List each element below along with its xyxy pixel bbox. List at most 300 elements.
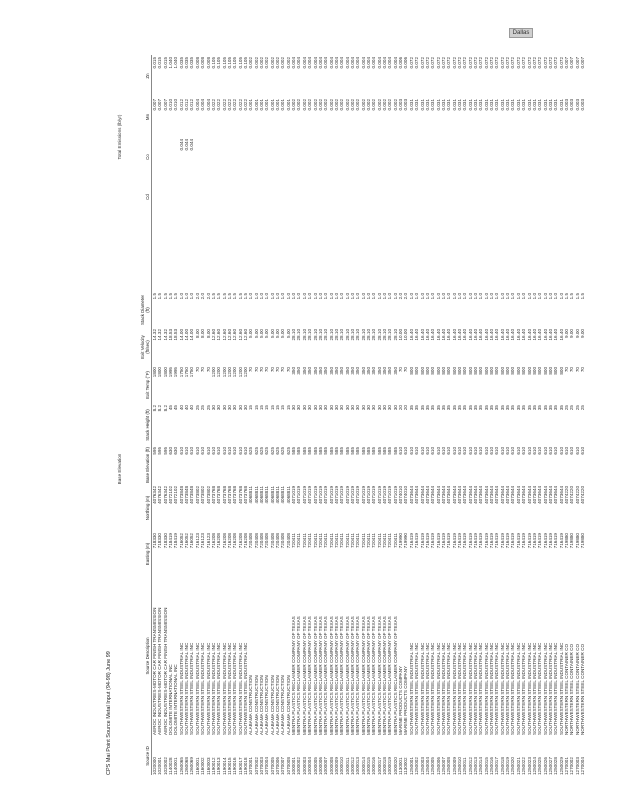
cell-exit-temp: 1200 [237, 367, 243, 378]
cell-stack-diameter: 1.0 [355, 293, 361, 300]
cell-source-id: 1070002 [253, 757, 259, 775]
cell-base-elevation: 585 [360, 447, 366, 455]
cell-source-id: 1250004 [424, 757, 430, 775]
cell-stack-diameter: 1.0 [264, 293, 270, 300]
cell-mn: 0.002 [296, 99, 302, 111]
cell-easting: 716419 [440, 533, 446, 549]
cell-source-id: 1250017 [494, 757, 500, 775]
cell-stack-height: 15 [285, 405, 291, 411]
cell-zn: 0.072 [553, 57, 559, 69]
cell-northing: 4073644 [553, 486, 559, 504]
cell-mn: 0.031 [451, 99, 457, 111]
cell-stack-height: 35 [494, 405, 500, 411]
cell-zn: 0.072 [462, 57, 468, 69]
cell-mn: 0.031 [414, 99, 420, 111]
cell-base-elevation: 585 [349, 447, 355, 455]
cell-source-id: 1020001 [157, 757, 163, 775]
cell-easting: 720408 [253, 533, 259, 549]
cell-exit-temp: 1750 [189, 367, 195, 378]
cell-exit-temp: 1995 [173, 367, 179, 378]
cell-exit-velocity: 16.40 [430, 329, 436, 341]
cell-source-description: SOUTHWESTERN STEEL INDUSTRIAL INC [205, 642, 211, 735]
cell-source-description: SOUTHWESTERN STEEL INDUSTRIAL INC [510, 642, 516, 735]
cell-zn: 0.072 [446, 57, 452, 69]
cell-stack-height: 35 [414, 405, 420, 411]
cell-zn: 0.004 [291, 57, 297, 69]
cell-base-elevation: 610 [194, 447, 200, 455]
cell-zn: 0.072 [419, 57, 425, 69]
cell-source-description: ALABAMA CONSTRUCTION [264, 675, 270, 735]
cell-stack-height: 35 [547, 405, 553, 411]
cell-source-description: SOUTHWESTERN STEEL INDUSTRIAL INC [494, 642, 500, 735]
cell-mn: 0.003 [574, 99, 580, 111]
cell-stack-diameter: 2.0 [403, 293, 409, 300]
cell-base-elevation: 585 [312, 447, 318, 455]
cell-stack-height: 15 [248, 405, 254, 411]
cell-stack-diameter: 1.5 [168, 293, 174, 300]
cell-exit-temp: 800 [440, 367, 446, 375]
cell-stack-height: 8.2 [162, 405, 168, 412]
cell-exit-temp: 800 [456, 367, 462, 375]
cell-northing: 4073644 [478, 486, 484, 504]
cell-easting: 720411 [317, 533, 323, 548]
cell-easting: 720408 [248, 533, 254, 549]
cell-northing: 4073644 [430, 486, 436, 504]
cell-northing: 4071019 [317, 486, 323, 504]
cell-zn: 0.008 [205, 57, 211, 69]
cell-exit-velocity: 16.40 [456, 329, 462, 341]
cell-mn: 0.001 [275, 99, 281, 111]
cell-zn: 0.072 [483, 57, 489, 69]
cell-easting: 716419 [424, 533, 430, 549]
cell-source-id: 1250009 [451, 757, 457, 775]
cell-northing: 4068811 [280, 486, 286, 504]
cell-exit-temp: 350 [360, 367, 366, 375]
cell-mn: 0.031 [547, 99, 553, 111]
cell-stack-diameter: 2.0 [194, 293, 200, 300]
cell-northing: 4071019 [355, 486, 361, 504]
cell-source-description: MENTRA PLASTICS RECLAIMER COMPANY OF TEXAS [376, 616, 382, 735]
cell-exit-velocity: 16.40 [553, 329, 559, 341]
cell-mn: 0.002 [323, 99, 329, 111]
cell-exit-velocity: 28.10 [291, 329, 297, 341]
cell-base-elevation: 610 [531, 447, 537, 455]
cell-base-elevation: 625 [275, 447, 281, 455]
cell-source-id: 1000005 [312, 757, 318, 775]
cell-easting: 716208 [210, 533, 216, 549]
cell-northing: 4072102 [173, 486, 179, 504]
cell-easting: 720411 [376, 533, 382, 548]
cell-base-elevation: 610 [574, 447, 580, 455]
cell-stack-diameter: 1.0 [275, 293, 281, 300]
cell-mn: 0.002 [366, 99, 371, 111]
cell-northing: 4073644 [499, 486, 505, 504]
cell-stack-height: 30 [312, 405, 318, 411]
cell-mn: 0.031 [505, 99, 511, 111]
cell-easting: 718330 [152, 533, 157, 549]
cell-exit-velocity: 12.60 [237, 329, 243, 341]
cell-exit-velocity: 16.40 [414, 329, 420, 341]
cell-easting: 720411 [344, 533, 350, 548]
cell-base-elevation: 610 [542, 447, 548, 455]
cell-easting: 716419 [531, 533, 537, 549]
cell-source-description: MENTRA PLASTICS RECLAIMER COMPANY OF TEXAS [317, 616, 323, 735]
cell-stack-diameter: 1.0 [285, 293, 291, 300]
cell-source-id: 1070004 [264, 757, 270, 775]
cell-source-description: SOUTHWESTERN STEEL INDUSTRIAL INC [194, 642, 200, 735]
cell-base-elevation: 595 [152, 447, 157, 455]
cell-exit-velocity: 16.40 [467, 329, 473, 341]
cell-exit-temp: 800 [553, 367, 559, 375]
cell-mn: 0.003 [569, 99, 575, 111]
cell-zn: 0.072 [435, 57, 441, 69]
cell-zn: 0.004 [376, 57, 382, 69]
cell-base-elevation: 585 [317, 447, 323, 455]
cell-easting: 720408 [264, 533, 270, 549]
cell-base-elevation: 610 [451, 447, 457, 455]
cell-exit-temp: 800 [451, 367, 457, 375]
cell-exit-temp: 350 [382, 367, 388, 375]
cell-stack-height: 25 [563, 405, 569, 411]
column-header-source-description: Source Description [145, 637, 150, 675]
cell-source-description: SOUTHWESTERN STEEL INDUSTRIAL INC [419, 642, 425, 735]
cell-source-description: SOUTHWESTERN STEEL INDUSTRIAL INC [200, 642, 206, 735]
cell-easting: 716419 [515, 533, 521, 549]
cell-exit-velocity: 16.40 [521, 329, 527, 341]
cell-easting: 719880 [569, 533, 575, 549]
cell-stack-height: 15 [280, 405, 286, 411]
cell-mn: 0.022 [226, 99, 232, 111]
cell-stack-height: 30 [387, 405, 393, 411]
cell-exit-temp: 350 [291, 367, 297, 375]
cell-base-elevation: 610 [499, 447, 505, 455]
cell-mn: 0.004 [205, 99, 211, 111]
cell-exit-velocity: 16.40 [489, 329, 495, 341]
cell-stack-height: 25 [200, 405, 206, 411]
cell-source-description: SOUTHWESTERN STEEL INDUSTRIAL INC [547, 642, 553, 735]
cell-exit-temp: 1200 [216, 367, 222, 378]
cell-source-id: 1190016 [232, 757, 238, 775]
cell-source-id: 1000015 [366, 757, 371, 775]
cell-stack-height: 20 [403, 405, 409, 411]
cell-easting: 716419 [467, 533, 473, 549]
cell-stack-diameter: 1.0 [291, 293, 297, 300]
cell-mn: 0.007 [162, 99, 168, 111]
cell-stack-height: 35 [456, 405, 462, 411]
cell-stack-diameter: 1.0 [323, 293, 329, 300]
cell-zn: 0.072 [424, 57, 430, 69]
cell-easting: 716419 [547, 533, 553, 549]
cell-stack-height: 30 [333, 405, 339, 411]
cell-source-id: 1260068 [184, 757, 190, 775]
stamp-badge: Dallas [509, 28, 533, 38]
cell-northing: 4073802 [194, 486, 200, 504]
cell-easting: 720411 [301, 533, 307, 548]
cell-zn: 0.072 [521, 57, 527, 69]
cell-source-id: 1000010 [339, 757, 345, 775]
cell-stack-diameter: 1.0 [537, 293, 543, 300]
cell-easting: 720411 [339, 533, 345, 548]
cell-mn: 0.002 [387, 99, 393, 111]
cell-mn: 0.031 [542, 99, 548, 111]
cell-stack-height: 8.2 [152, 405, 157, 412]
cell-source-id: 1250016 [489, 757, 495, 775]
cell-zn: 0.105 [210, 57, 216, 69]
cell-exit-temp: 350 [366, 367, 371, 375]
cell-mn: 0.031 [494, 99, 500, 111]
cell-exit-velocity: 28.10 [349, 329, 355, 341]
table-row [580, 55, 585, 775]
cell-base-elevation: 585 [301, 447, 307, 455]
cell-source-description: SOUTHWESTERN STEEL INDUSTRIAL INC [424, 642, 430, 735]
cell-stack-diameter: 1.0 [184, 293, 190, 300]
cell-mn: 0.012 [184, 99, 190, 111]
cell-stack-diameter: 1.0 [178, 293, 184, 300]
cell-exit-velocity: 8.00 [205, 329, 211, 338]
cell-exit-velocity: 12.60 [221, 329, 227, 341]
cell-source-description: SOUTHWESTERN STEEL INDUSTRIAL INC [467, 642, 473, 735]
cell-exit-temp: 800 [462, 367, 468, 375]
cell-exit-velocity: 9.00 [569, 329, 575, 338]
cell-zn: 0.004 [323, 57, 329, 69]
cell-northing: 4071019 [301, 486, 307, 504]
cell-source-description: SOUTHWESTERN STEEL INDUSTRIAL INC [499, 642, 505, 735]
cell-stack-height: 35 [424, 405, 430, 411]
cell-exit-temp: 800 [542, 367, 548, 375]
cell-source-id: 1020000 [152, 757, 157, 775]
cell-stack-diameter: 1.0 [344, 293, 350, 300]
cell-stack-diameter: 1.0 [328, 293, 334, 300]
cell-exit-velocity: 14.00 [189, 329, 195, 341]
cell-zn: 0.002 [259, 57, 264, 69]
cell-northing: 4071019 [344, 486, 350, 504]
cell-exit-velocity: 16.40 [451, 329, 457, 341]
cell-stack-diameter: 1.0 [371, 293, 377, 300]
cell-stack-height: 30 [382, 405, 388, 411]
cell-stack-diameter: 1.0 [473, 293, 478, 300]
cell-source-description: SOUTHWESTERN STEEL INDUSTRIAL INC [440, 642, 446, 735]
cell-source-description: ALABAMA CONSTRUCTION [285, 675, 291, 735]
cell-base-elevation: 610 [563, 447, 569, 455]
cell-exit-temp: 70 [259, 367, 264, 373]
cell-source-description: MENTRA PLASTICS RECLAIMER COMPANY OF TEXAS [323, 616, 329, 735]
cell-exit-velocity: 14.32 [157, 329, 163, 341]
cell-exit-temp: 800 [446, 367, 452, 375]
cell-base-elevation: 610 [189, 447, 195, 455]
cell-northing: 4073644 [521, 486, 527, 504]
cell-stack-height: 35 [489, 405, 495, 411]
cell-zn: 0.004 [312, 57, 318, 69]
cell-northing: 4073768 [210, 486, 216, 504]
cell-easting: 719880 [563, 533, 569, 549]
cell-exit-velocity: 8.00 [200, 329, 206, 338]
cell-zn: 0.072 [489, 57, 495, 69]
cell-stack-height: 25 [580, 405, 585, 411]
cell-stack-height: 30 [296, 405, 302, 411]
cell-mn: 0.031 [537, 99, 543, 111]
cell-stack-height: 30 [216, 405, 222, 411]
cell-exit-temp: 350 [317, 367, 323, 375]
cell-source-id: 1250011 [462, 757, 468, 775]
cell-mn: 0.002 [301, 99, 307, 111]
cell-easting: 720408 [259, 533, 264, 549]
cell-source-id: 1250029 [558, 757, 564, 775]
cell-exit-velocity: 28.10 [392, 329, 398, 341]
cell-exit-temp: 1200 [210, 367, 216, 378]
cell-zn: 0.007 [574, 57, 580, 69]
cell-source-id: 1000011 [344, 757, 350, 775]
cell-source-id: 1250014 [478, 757, 484, 775]
cell-source-description: SOUTHWESTERN STEEL INDUSTRIAL INC [483, 642, 489, 735]
cell-zn: 0.105 [232, 57, 238, 69]
cell-stack-diameter: 1.0 [547, 293, 553, 300]
cell-source-description: MENTRA PLASTICS RECLAIMER COMPANY OF TEXAS [307, 616, 313, 735]
cell-stack-diameter: 1.5 [173, 293, 179, 300]
cell-exit-velocity: 18.53 [168, 329, 174, 341]
cell-zn: 0.008 [200, 57, 206, 69]
cell-stack-height: 30 [328, 405, 334, 411]
cell-exit-velocity: 14.00 [178, 329, 184, 341]
cell-exit-temp: 70 [194, 367, 200, 373]
cell-source-id: 1250028 [553, 757, 559, 775]
cell-stack-diameter: 1.5 [157, 293, 163, 300]
cell-mn: 0.003 [398, 99, 404, 111]
cell-stack-height: 30 [301, 405, 307, 411]
cell-zn: 0.105 [216, 57, 222, 69]
cell-exit-velocity: 12.60 [242, 329, 248, 341]
cell-base-elevation: 625 [269, 447, 275, 455]
cell-mn: 0.012 [189, 99, 195, 111]
cell-source-description: SOUTHWESTERN STEEL INDUSTRIAL INC [537, 642, 543, 735]
cell-source-description: SOUTHWESTERN STEEL INDUSTRIAL INC [408, 642, 414, 735]
cell-easting: 716123 [205, 533, 211, 549]
cell-stack-height: 35 [537, 405, 543, 411]
cell-exit-velocity: 28.10 [376, 329, 382, 341]
cell-stack-height: 30 [376, 405, 382, 411]
cell-northing: 4071019 [376, 486, 382, 504]
cell-exit-temp: 350 [387, 367, 393, 375]
cell-stack-diameter: 1.0 [414, 293, 420, 300]
cell-stack-height: 35 [462, 405, 468, 411]
cell-easting: 716419 [462, 533, 468, 549]
cell-source-description: ALABAMA CONSTRUCTION [248, 675, 254, 735]
cell-exit-velocity: 16.40 [478, 329, 484, 341]
cell-northing: 4073644 [494, 486, 500, 504]
cell-stack-height: 35 [515, 405, 521, 411]
cell-base-elevation: 610 [505, 447, 511, 455]
cell-exit-velocity: 28.10 [301, 329, 307, 341]
cell-zn: 0.002 [253, 57, 259, 69]
cell-zn: 0.002 [269, 57, 275, 69]
cell-northing: 4071019 [296, 486, 302, 504]
cell-stack-height: 35 [451, 405, 457, 411]
cell-base-elevation: 585 [333, 447, 339, 455]
cell-exit-temp: 350 [333, 367, 339, 375]
cell-exit-velocity: 28.10 [355, 329, 361, 341]
cell-stack-height: 25 [194, 405, 200, 411]
cell-source-id: 1000020 [392, 757, 398, 775]
cell-exit-temp: 70 [285, 367, 291, 373]
cell-easting: 720408 [285, 533, 291, 549]
cell-northing: 4071019 [349, 486, 355, 504]
cell-stack-height: 30 [349, 405, 355, 411]
cell-mn: 0.031 [526, 99, 532, 111]
cell-base-elevation: 595 [157, 447, 163, 455]
cell-northing: 4076342 [157, 486, 163, 504]
cell-exit-temp: 1200 [232, 367, 238, 378]
cell-source-description: AEROC INDUSTRIES-MOTOR CAR FINISH TRANSMISSION [162, 607, 168, 735]
cell-mn: 0.022 [237, 99, 243, 111]
cell-stack-diameter: 1.0 [387, 293, 393, 300]
cell-stack-diameter: 2.0 [200, 293, 206, 300]
cell-exit-temp: 800 [408, 367, 414, 375]
cell-stack-height: 35 [467, 405, 473, 411]
cell-northing: 4068811 [285, 486, 291, 504]
cell-base-elevation: 610 [419, 447, 425, 455]
cell-exit-temp: 800 [558, 367, 564, 375]
cell-exit-velocity: 16.40 [494, 329, 500, 341]
cell-co: 0.044 [178, 139, 184, 151]
cell-exit-temp: 350 [328, 367, 334, 375]
cell-base-elevation: 625 [248, 447, 254, 455]
cell-easting: 720411 [312, 533, 318, 548]
cell-exit-velocity: 12.60 [226, 329, 232, 341]
cell-mn: 0.001 [269, 99, 275, 111]
cell-source-id: 1140028 [168, 757, 174, 775]
cell-mn: 0.002 [382, 99, 388, 111]
cell-source-description: SOUTHWESTERN STEEL INDUSTRIAL INC [462, 642, 468, 735]
cell-northing: 4073644 [489, 486, 495, 504]
cell-base-elevation: 610 [569, 447, 575, 455]
cell-base-elevation: 610 [232, 447, 238, 455]
cell-base-elevation: 625 [259, 447, 264, 455]
cell-stack-height: 25 [574, 405, 580, 411]
cell-zn: 0.072 [505, 57, 511, 69]
cell-stack-diameter: 1.0 [558, 293, 564, 300]
cell-exit-velocity: 9.00 [563, 329, 569, 338]
cell-exit-temp: 1800 [157, 367, 163, 378]
cell-northing: 4071019 [339, 486, 345, 504]
cell-stack-diameter: 1.0 [189, 293, 195, 300]
cell-mn: 0.031 [558, 99, 564, 111]
cell-exit-velocity: 28.10 [312, 329, 318, 341]
cell-easting: 716208 [216, 533, 222, 549]
cell-base-elevation: 610 [467, 447, 473, 455]
cell-source-description: NORTHWESTERN STEEL CONTAINER CO [574, 643, 580, 735]
cell-mn: 0.002 [333, 99, 339, 111]
cell-exit-temp: 350 [339, 367, 345, 375]
cell-easting: 716419 [414, 533, 420, 549]
cell-source-description: SOUTHWESTERN STEEL INDUSTRIAL INC [435, 642, 441, 735]
cell-stack-diameter: 1.0 [333, 293, 339, 300]
cell-mn: 0.007 [157, 99, 163, 111]
cell-zn: 0.072 [430, 57, 436, 69]
cell-mn: 0.031 [408, 99, 414, 111]
cell-base-elevation: 585 [376, 447, 382, 455]
cell-exit-velocity: 28.10 [317, 329, 323, 341]
column-header-base-elevation: Base Elevation (ft) [145, 447, 150, 483]
cell-exit-temp: 70 [205, 367, 211, 373]
cell-easting: 716208 [221, 533, 227, 549]
cell-stack-height: 30 [237, 405, 243, 411]
cell-source-id: 1190013 [216, 757, 222, 775]
cell-source-description: SOUTHWESTERN STEEL INDUSTRIAL INC [216, 642, 222, 735]
cell-northing: 4071019 [382, 486, 388, 504]
cell-source-description: SOUTHWESTERN STEEL INDUSTRIAL INC [451, 642, 457, 735]
cell-stack-height: 35 [526, 405, 532, 411]
cell-easting: 720411 [360, 533, 366, 548]
cell-base-elevation: 625 [280, 447, 286, 455]
